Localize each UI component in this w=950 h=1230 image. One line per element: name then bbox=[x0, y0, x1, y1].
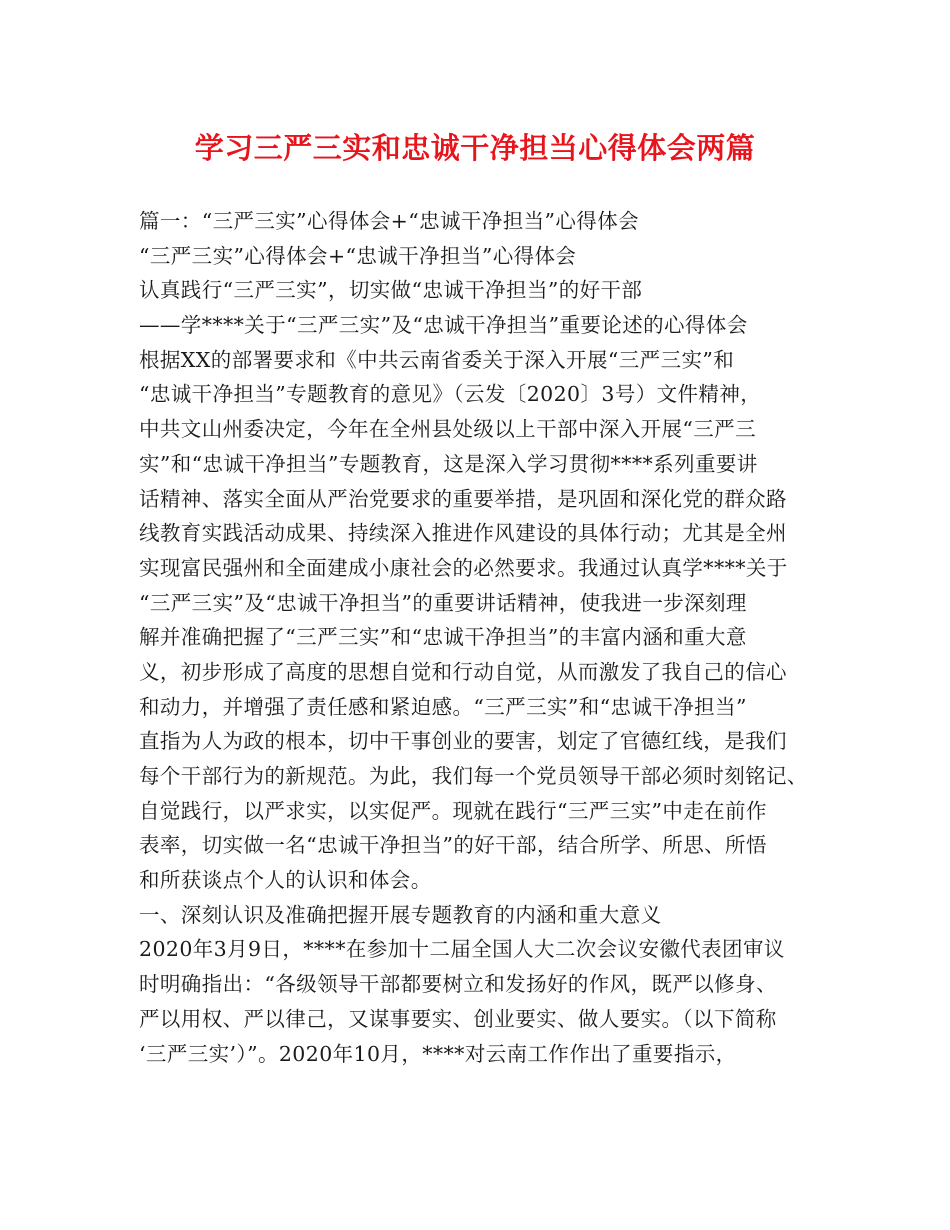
body-line: 自觉践行，以严求实，以实促严。现就在践行“三严三实”中走在前作 bbox=[139, 798, 767, 823]
body-line: 实”和“忠诚干净担当”专题教育，这是深入学习贯彻****系列重要讲 bbox=[139, 451, 758, 476]
body-line: ‘三严三实’）”。2020年10月，****对云南工作作出了重要指示， bbox=[139, 1041, 737, 1066]
section-heading: 一、深刻认识及准确把握开展专题教育的内涵和重大意义 bbox=[139, 902, 662, 927]
body-line: 每个干部行为的新规范。为此，我们每一个党员领导干部必须时刻铭记、 bbox=[139, 764, 808, 788]
body-line: 严以用权、严以律己，又谋事要实、创业要实、做人要实。（以下简称 bbox=[139, 1006, 777, 1031]
body-line: 实现富民强州和全面建成小康社会的必然要求。我通过认真学****关于 bbox=[139, 555, 788, 580]
body-line: “三严三实”及“忠诚干净担当”的重要讲话精神，使我进一步深刻理 bbox=[139, 590, 747, 615]
body-line: 根据XX的部署要求和《中共云南省委关于深入开展“三严三实”和 bbox=[139, 347, 735, 372]
body-line: 2020年3月9日，****在参加十二届全国人大二次会议安徽代表团审议 bbox=[139, 937, 785, 962]
body-line: “忠诚干净担当”专题教育的意见》（云发〔2020〕3号）文件精神， bbox=[139, 382, 762, 407]
body-line: 和所获谈点个人的认识和体会。 bbox=[139, 868, 432, 893]
body-line: 表率，切实做一名“忠诚干净担当”的好干部，结合所学、所思、所悟 bbox=[139, 833, 767, 858]
body-line: 线教育实践活动成果、持续深入推进作风建设的具体行动；尤其是全州 bbox=[139, 521, 787, 546]
body-line: 和动力，并增强了责任感和紧迫感。“三严三实”和“忠诚干净担当” bbox=[139, 694, 747, 719]
document-body bbox=[139, 204, 829, 1071]
body-line: 解并准确把握了“三严三实”和“忠诚干净担当”的丰富内涵和重大意 bbox=[139, 625, 747, 650]
body-line: 时明确指出：“各级领导干部都要树立和发扬好的作风，既严以修身、 bbox=[139, 972, 777, 997]
body-line: 中共文山州委决定，今年在全州县处级以上干部中深入开展“三严三 bbox=[139, 417, 756, 442]
body-line: 认真践行“三严三实”，切实做“忠诚干净担当”的好干部 bbox=[139, 278, 643, 303]
body-line: 义，初步形成了高度的思想自觉和行动自觉，从而激发了我自己的信心 bbox=[139, 659, 787, 684]
body-line: 篇一：“三严三实”心得体会+“忠诚干净担当”心得体会 bbox=[139, 209, 639, 233]
body-line: “三严三实”心得体会+“忠诚干净担当”心得体会 bbox=[139, 243, 577, 268]
document-title: 学习三严三实和忠诚干净担当心得体会两篇 bbox=[194, 131, 756, 165]
body-line: ——学****关于“三严三实”及“忠诚干净担当”重要论述的心得体会 bbox=[139, 313, 748, 338]
body-line: 话精神、落实全面从严治党要求的重要举措，是巩固和深化党的群众路 bbox=[139, 486, 787, 511]
body-line: 直指为人为政的根本，切中干事创业的要害，划定了官德红线，是我们 bbox=[139, 729, 787, 754]
